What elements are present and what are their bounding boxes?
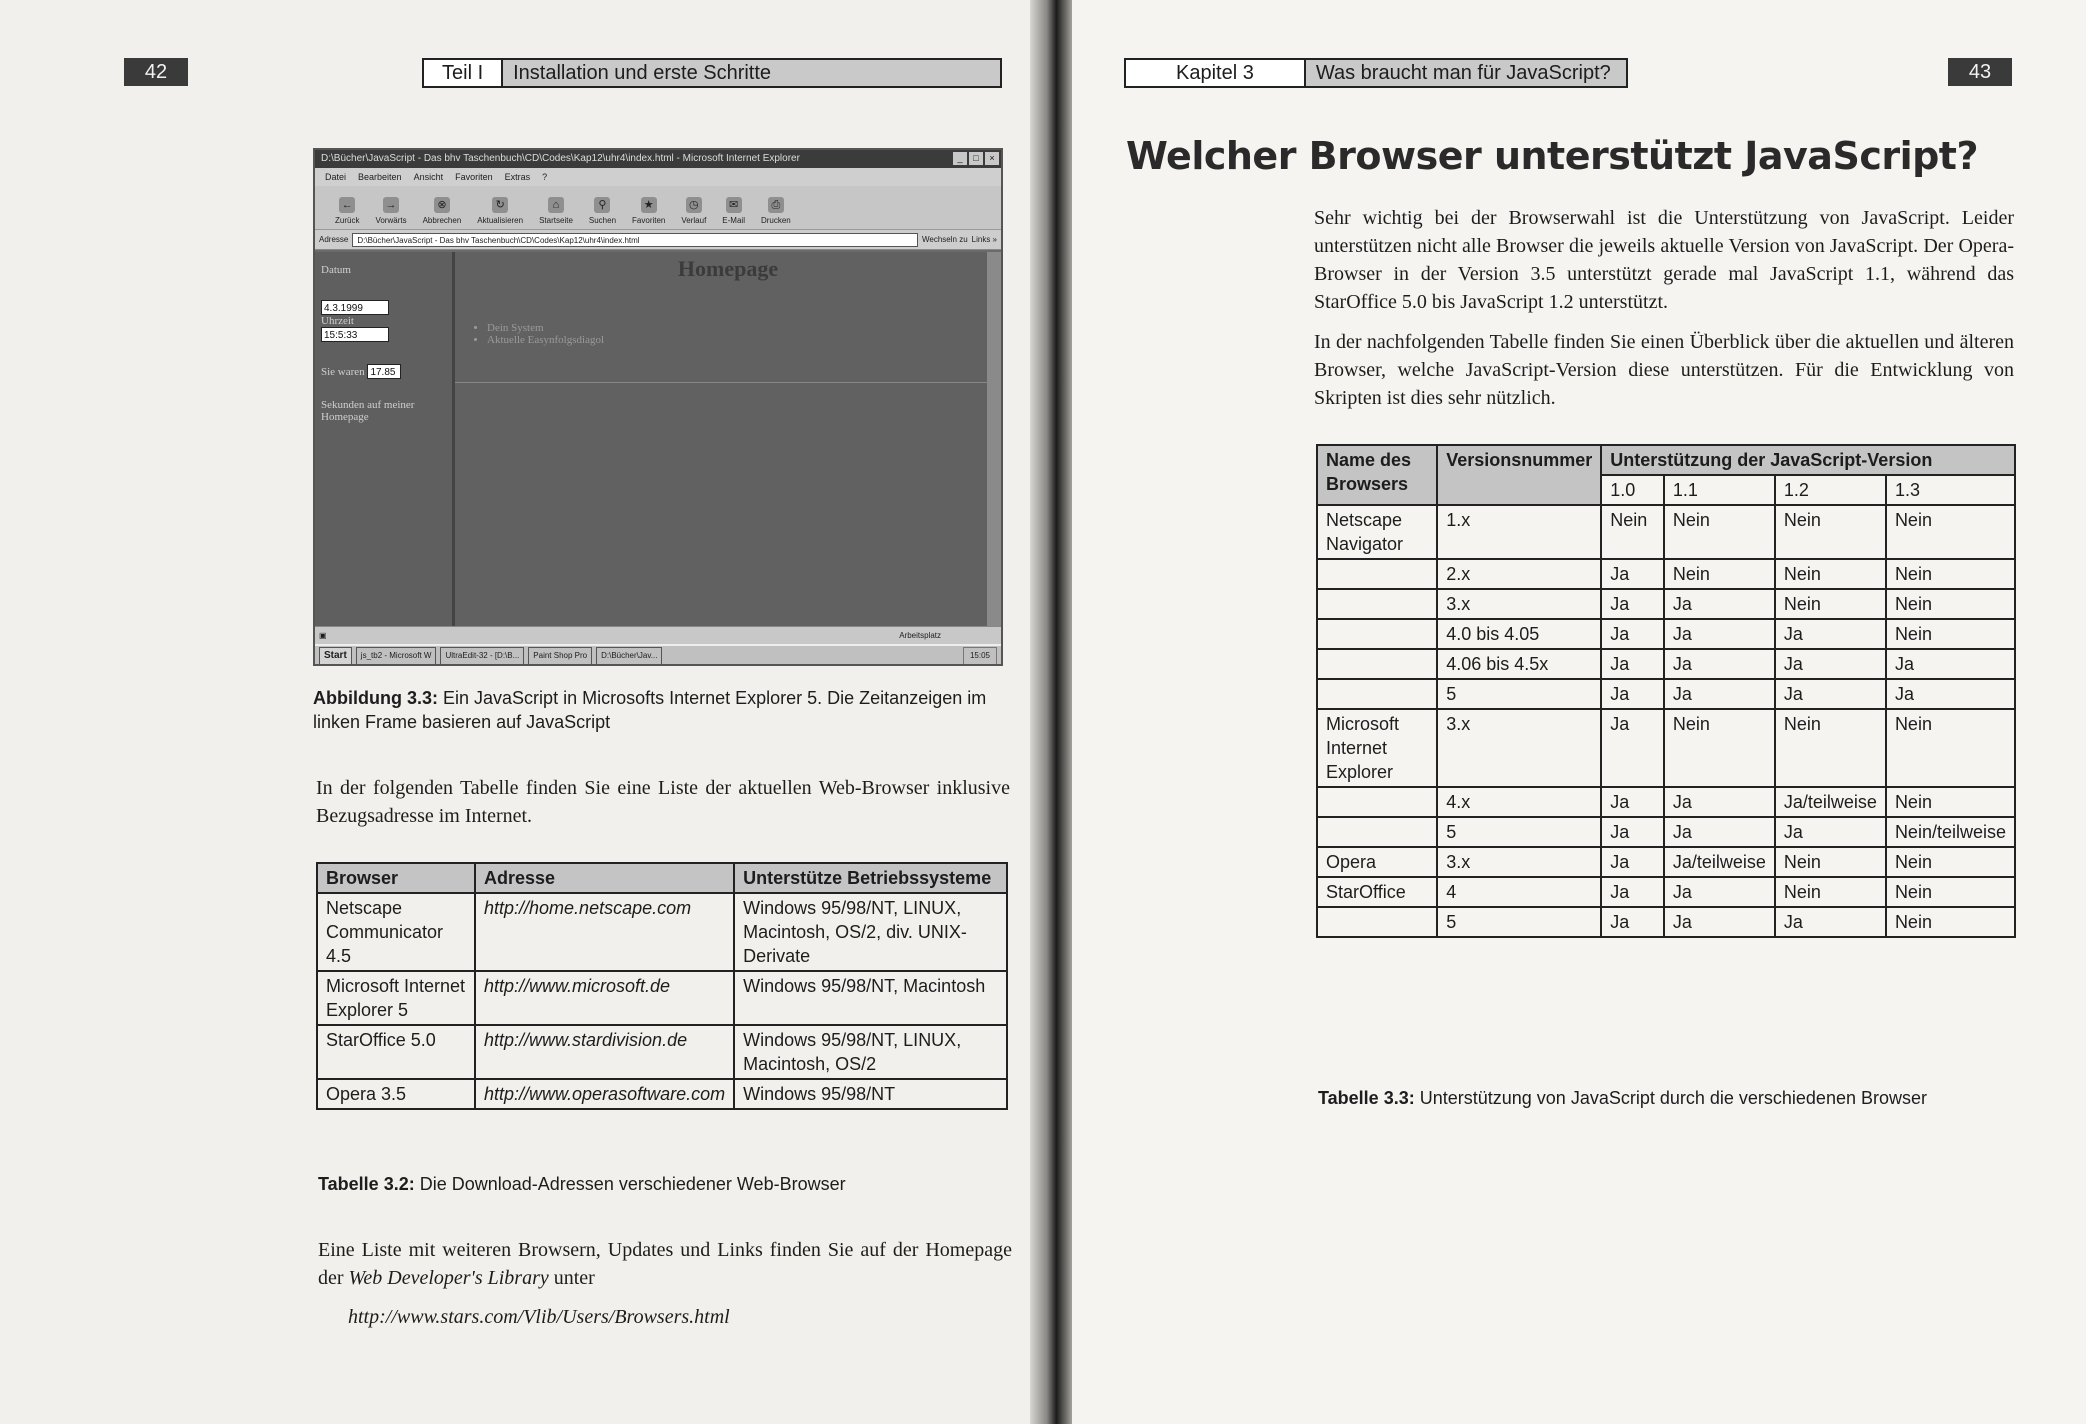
cell-name <box>1317 817 1437 847</box>
col-header-support: Unterstützung der JavaScript-Version <box>1601 445 2015 475</box>
maximize-icon[interactable]: □ <box>969 152 983 165</box>
cell-support: Nein/teilweise <box>1886 817 2015 847</box>
page-icon: ▣ <box>319 631 327 640</box>
table-header-row <box>1317 445 2015 475</box>
cell-version: 4.06 bis 4.5x <box>1437 649 1601 679</box>
cell-os: Windows 95/98/NT, LINUX, Macintosh, OS/2, div. UNIX-Derivate <box>734 893 1007 971</box>
stop-button[interactable]: ⊗ Abbrechen <box>422 199 462 225</box>
table-3-2 <box>316 862 1008 1110</box>
js-version-1-1: 1.1 <box>1664 475 1775 505</box>
cell-browser: Netscape Communicator 4.5 <box>317 893 475 971</box>
table-row <box>317 893 1007 971</box>
col-header-version: Versionsnummer <box>1437 445 1601 505</box>
table-row <box>1317 679 2015 709</box>
running-header-left <box>422 58 1002 88</box>
cell-adresse[interactable]: http://www.stardivision.de <box>475 1025 734 1079</box>
cell-os: Windows 95/98/NT, Macintosh <box>734 971 1007 1025</box>
cell-support: Ja <box>1664 907 1775 937</box>
ie-toolbar <box>315 186 1001 230</box>
refresh-icon: ↻ <box>492 197 508 213</box>
table-3-3-caption-text: Unterstützung von JavaScript durch die verschiedenen Browser <box>1419 1088 1927 1108</box>
table-3-2-caption-text: Die Download-Adressen verschiedener Web-Browser <box>419 1174 846 1194</box>
vertical-scrollbar[interactable] <box>987 252 1001 626</box>
outro-paragraph <box>318 1236 1012 1292</box>
col-header-betriebssysteme: Unterstütze Betriebssysteme <box>734 863 1007 893</box>
table-row <box>1317 589 2015 619</box>
go-button[interactable]: Wechseln zu <box>921 235 968 244</box>
stars-url[interactable]: http://www.stars.com/Vlib/Users/Browsers.html <box>348 1306 730 1328</box>
menu-help[interactable]: ? <box>542 172 548 182</box>
menu-datei[interactable]: Datei <box>325 172 347 182</box>
cell-support: Nein <box>1886 589 2015 619</box>
table-row <box>1317 505 2015 559</box>
homepage-link-list <box>487 322 1001 346</box>
ie-address-bar <box>315 230 1001 250</box>
section-heading: Welcher Browser unterstützt JavaScript? <box>1126 134 1979 178</box>
sie-waren-label: Sie waren <box>321 366 365 378</box>
task-explorer[interactable]: D:\Bücher\Jav... <box>596 647 662 665</box>
cell-support: Ja <box>1601 679 1664 709</box>
cell-support: Ja <box>1775 817 1886 847</box>
cell-version: 2.x <box>1437 559 1601 589</box>
address-field[interactable]: D:\Bücher\JavaScript - Das bhv Taschenbuch\CD\Codes\Kap12\uhr4\index.html <box>352 233 918 247</box>
table-row <box>1317 619 2015 649</box>
ie-window-title: D:\Bücher\JavaScript - Das bhv Taschenbuch\CD\Codes\Kap12\uhr4\index.html - Microsoft Internet Explorer <box>321 153 800 164</box>
cell-version: 5 <box>1437 907 1601 937</box>
right-paragraph-1: Sehr wichtig bei der Browserwahl ist die Unterstützung von JavaScript. Leider unterstützen nicht alle Browser die jeweils aktuelle Version von JavaScript. Der Opera-Browser in der Version 3.5 unterstützt gerade mal JavaScript 1.1, während das StarOffice 5.0 bis JavaScript 1.2 unterstützt. <box>1314 207 2014 313</box>
table-row <box>1317 877 2015 907</box>
col-header-name: Name des Browsers <box>1317 445 1437 505</box>
forward-button[interactable]: → Vorwärts <box>375 199 407 225</box>
ie-statusbar <box>315 626 1001 644</box>
js-version-1-0: 1.0 <box>1601 475 1664 505</box>
cell-support: Nein <box>1664 709 1775 787</box>
left-frame <box>315 252 455 626</box>
cell-browser: Opera 3.5 <box>317 1079 475 1109</box>
js-version-1-2: 1.2 <box>1775 475 1886 505</box>
cell-support: Ja <box>1664 787 1775 817</box>
cell-support: Ja <box>1601 847 1664 877</box>
cell-support: Ja <box>1775 679 1886 709</box>
cell-name <box>1317 787 1437 817</box>
table-3-2-caption-label: Tabelle 3.2: <box>318 1174 415 1194</box>
table-3-3-caption <box>1318 1086 2018 1110</box>
header-part-label: Teil I <box>424 60 503 86</box>
cell-browser: StarOffice 5.0 <box>317 1025 475 1079</box>
start-button[interactable]: Start <box>319 647 352 665</box>
zone-label: Arbeitsplatz <box>899 631 941 640</box>
cell-support: Nein <box>1886 559 2015 589</box>
col-header-browser: Browser <box>317 863 475 893</box>
cell-support: Ja <box>1886 649 2015 679</box>
menu-ansicht[interactable]: Ansicht <box>413 172 444 182</box>
forward-arrow-icon: → <box>383 197 399 213</box>
cell-version: 3.x <box>1437 847 1601 877</box>
page-number-right: 43 <box>1948 58 2012 86</box>
back-button[interactable]: ← Zurück <box>335 199 360 225</box>
back-arrow-icon: ← <box>339 197 355 213</box>
homepage-heading: Homepage <box>677 256 779 281</box>
cell-version: 4.x <box>1437 787 1601 817</box>
cell-version: 5 <box>1437 679 1601 709</box>
datum-field[interactable]: 4.3.1999 <box>321 300 389 315</box>
outro-library-name: Web Developer's Library <box>348 1267 549 1289</box>
mail-button[interactable]: ✉ E-Mail <box>722 199 745 225</box>
search-button[interactable]: ⚲ Suchen <box>588 199 617 225</box>
cell-name <box>1317 559 1437 589</box>
taskbar-clock: 15:05 <box>963 647 997 665</box>
ie-menubar <box>315 168 1001 186</box>
figure-caption <box>313 686 1003 734</box>
table-header-row <box>317 863 1007 893</box>
cell-support: Ja <box>1601 649 1664 679</box>
cell-support: Nein <box>1775 847 1886 877</box>
table-row <box>317 1025 1007 1079</box>
cell-name <box>1317 679 1437 709</box>
homepage-link-1[interactable]: • Dein System <box>487 322 1001 334</box>
table-row <box>1317 559 2015 589</box>
close-icon[interactable]: × <box>985 152 999 165</box>
sie-waren-field[interactable]: 17.85 <box>367 364 401 379</box>
search-icon: ⚲ <box>594 197 610 213</box>
history-button[interactable]: ◷ Verlauf <box>681 199 707 225</box>
cell-name <box>1317 907 1437 937</box>
cell-support: Nein <box>1775 709 1886 787</box>
cell-support: Ja/teilweise <box>1664 847 1775 877</box>
cell-support: Ja <box>1601 709 1664 787</box>
stop-icon: ⊗ <box>434 197 450 213</box>
cell-support: Ja/teilweise <box>1775 787 1886 817</box>
refresh-button[interactable]: ↻ Aktualisieren <box>477 199 524 225</box>
header-part-title: Installation und erste Schritte <box>503 60 1000 86</box>
cell-name <box>1317 589 1437 619</box>
cell-support: Nein <box>1775 589 1886 619</box>
cell-version: 3.x <box>1437 589 1601 619</box>
cell-support: Nein <box>1886 619 2015 649</box>
cell-support: Ja <box>1601 589 1664 619</box>
header-chapter-title: Was braucht man für JavaScript? <box>1306 60 1626 86</box>
cell-adresse[interactable]: http://home.netscape.com <box>475 893 734 971</box>
intro-paragraph: In der folgenden Tabelle finden Sie eine Liste der aktuellen Web-Browser inklusive Bezugsadresse im Internet. <box>316 777 1010 827</box>
table-row <box>1317 817 2015 847</box>
cell-browser: Microsoft Internet Explorer 5 <box>317 971 475 1025</box>
cell-support: Ja <box>1601 787 1664 817</box>
ie-content-area <box>315 252 1001 626</box>
cell-support: Nein <box>1886 787 2015 817</box>
table-3-2-caption <box>318 1172 1008 1196</box>
cell-name: StarOffice <box>1317 877 1437 907</box>
page-number-left: 42 <box>124 58 188 86</box>
cell-support: Ja <box>1775 619 1886 649</box>
cell-support: Ja <box>1664 649 1775 679</box>
cell-version: 1.x <box>1437 505 1601 559</box>
cell-support: Ja <box>1664 589 1775 619</box>
cell-support: Ja <box>1664 877 1775 907</box>
header-chapter-label: Kapitel 3 <box>1126 60 1306 86</box>
right-paragraph-2: In der nachfolgenden Tabelle finden Sie einen Überblick über die aktuellen und älteren Browser, welche JavaScript-Version diese unterstützen. Für die Entwicklung von Skripten ist dies sehr nützlich. <box>1314 331 2014 409</box>
cell-support: Nein <box>1775 505 1886 559</box>
book-gutter <box>1030 0 1078 1424</box>
cell-name <box>1317 619 1437 649</box>
table-row <box>317 1079 1007 1109</box>
cell-support: Nein <box>1886 709 2015 787</box>
menu-favoriten[interactable]: Favoriten <box>455 172 493 182</box>
cell-name: Opera <box>1317 847 1437 877</box>
mail-icon: ✉ <box>726 197 742 213</box>
minimize-icon[interactable]: _ <box>953 152 967 165</box>
cell-support: Nein <box>1886 505 2015 559</box>
table-row <box>317 971 1007 1025</box>
cell-name: Microsoft Internet Explorer <box>1317 709 1437 787</box>
cell-support: Ja <box>1601 559 1664 589</box>
table-row <box>1317 709 2015 787</box>
outro-text-1: Eine Liste mit weiteren Browsern, Updates und Links finden Sie auf der Homepage der <box>318 1239 1012 1289</box>
cell-support: Ja <box>1664 817 1775 847</box>
task-paintshop[interactable]: Paint Shop Pro <box>528 647 592 665</box>
task-word[interactable]: js_tb2 - Microsoft W <box>356 647 437 665</box>
task-ultraedit[interactable]: UltraEdit-32 - [D:\B... <box>440 647 524 665</box>
cell-support: Ja <box>1664 679 1775 709</box>
table-row <box>1317 787 2015 817</box>
menu-extras[interactable]: Extras <box>504 172 531 182</box>
cell-version: 3.x <box>1437 709 1601 787</box>
table-3-3 <box>1316 444 2016 938</box>
print-button[interactable]: ⎙ Drucken <box>760 199 791 225</box>
cell-adresse[interactable]: http://www.operasoftware.com <box>475 1079 734 1109</box>
history-icon: ◷ <box>686 197 702 213</box>
cell-support: Ja <box>1601 877 1664 907</box>
col-header-adresse: Adresse <box>475 863 734 893</box>
ie-titlebar <box>315 150 1001 168</box>
cell-support: Nein <box>1775 559 1886 589</box>
cell-version: 4.0 bis 4.05 <box>1437 619 1601 649</box>
cell-os: Windows 95/98/NT <box>734 1079 1007 1109</box>
js-version-1-3: 1.3 <box>1886 475 2015 505</box>
menu-bearbeiten[interactable]: Bearbeiten <box>358 172 402 182</box>
favorites-button[interactable]: ★ Favoriten <box>632 199 666 225</box>
cell-support: Ja <box>1886 679 2015 709</box>
cell-support: Nein <box>1664 505 1775 559</box>
right-frame <box>455 252 1001 626</box>
cell-support: Nein <box>1886 877 2015 907</box>
cell-support: Ja <box>1601 817 1664 847</box>
cell-os: Windows 95/98/NT, LINUX, Macintosh, OS/2 <box>734 1025 1007 1079</box>
table-row <box>1317 907 2015 937</box>
address-label: Adresse <box>319 235 349 244</box>
print-icon: ⎙ <box>768 197 784 213</box>
cell-support: Nein <box>1886 847 2015 877</box>
cell-version: 5 <box>1437 817 1601 847</box>
sekunden-text: Sekunden auf meiner Homepage <box>321 399 415 423</box>
cell-support: Ja <box>1664 619 1775 649</box>
cell-version: 4 <box>1437 877 1601 907</box>
cell-support: Ja <box>1601 619 1664 649</box>
figure-caption-label: Abbildung 3.3: <box>313 688 438 708</box>
cell-support: Nein <box>1886 907 2015 937</box>
cell-support: Nein <box>1664 559 1775 589</box>
cell-name <box>1317 649 1437 679</box>
cell-support: Nein <box>1601 505 1664 559</box>
cell-support: Ja <box>1775 649 1886 679</box>
cell-name: Netscape Navigator <box>1317 505 1437 559</box>
home-button[interactable]: ⌂ Startseite <box>539 199 573 225</box>
favorites-icon: ★ <box>641 197 657 213</box>
cell-support: Ja <box>1775 907 1886 937</box>
homepage-link-2[interactable]: • Aktuelle Easynfolgsdiagol <box>487 334 1001 346</box>
figure-caption-text: Ein JavaScript in Microsofts Internet Explorer 5. Die Zeitanzeigen im linken Frame basieren auf JavaScript <box>313 688 987 732</box>
ie-screenshot-figure <box>313 148 1003 666</box>
home-icon: ⌂ <box>548 197 564 213</box>
cell-support: Nein <box>1775 877 1886 907</box>
windows-taskbar <box>315 644 1001 666</box>
table-row <box>1317 847 2015 877</box>
uhrzeit-field[interactable]: 15:5:33 <box>321 327 389 342</box>
table-3-3-caption-label: Tabelle 3.3: <box>1318 1088 1415 1108</box>
datum-label: Datum <box>321 264 351 276</box>
running-header-right <box>1124 58 1628 88</box>
frame-divider <box>455 382 1001 383</box>
links-button[interactable]: Links » <box>971 235 997 244</box>
table-row <box>1317 649 2015 679</box>
cell-support: Ja <box>1601 907 1664 937</box>
cell-adresse[interactable]: http://www.microsoft.de <box>475 971 734 1025</box>
outro-text-2: unter <box>553 1267 595 1289</box>
uhrzeit-label: Uhrzeit <box>321 315 354 327</box>
